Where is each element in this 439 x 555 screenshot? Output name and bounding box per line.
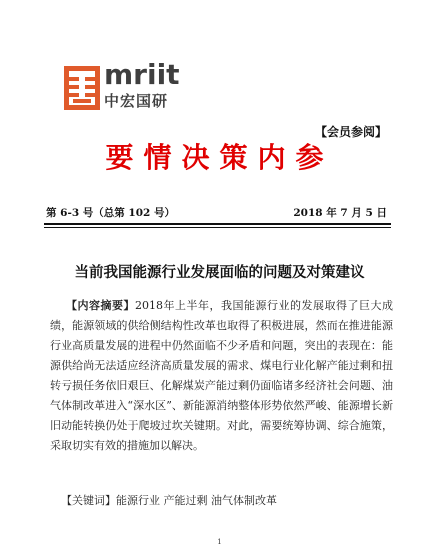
logo-brand-cn: 中宏国研 <box>104 92 169 110</box>
member-tag: 【会员参阅】 <box>314 125 387 139</box>
issue-number: 第 6-3 号（总第 102 号） <box>46 207 176 219</box>
main-title: 要情决策内参 <box>105 141 334 174</box>
logo-brand-en: mriit <box>104 58 180 91</box>
page-number: 1 <box>217 538 222 546</box>
abstract-text: 2018年上半年，我国能源行业的发展取得了巨大成绩，能源领域的供给侧结构性改革也取得了积极进展，然而在推进能源行业高质量发展的进程中仍然面临不少矛盾和问题，突出的表现在：能源供给尚无法适应经济高质量发展的需求、煤电行业化解产能过剩和扭转亏损任务依旧艰巨、化解煤炭产能过剩仍面临诸多经济社会问题、油气体制改革进入“深水区”、新能源消纳整体形势依然严峻、能源增长新旧动能转换仍处于爬坡过坎关键期。对此，需要统筹协调、综合施策，采取切实有效的措施加以解决。 <box>50 299 393 452</box>
abstract-paragraph <box>50 296 393 456</box>
keywords-text: 能源行业 产能过剩 油气体制改革 <box>116 494 277 507</box>
article-title: 当前我国能源行业发展面临的问题及对策建议 <box>74 265 365 281</box>
issue-date: 2018 年 7 月 5 日 <box>293 207 387 219</box>
divider-thick <box>44 223 391 225</box>
keywords-paragraph <box>50 491 393 511</box>
divider-thin <box>44 227 391 228</box>
abstract-label: 【内容摘要】 <box>66 299 135 312</box>
issue-row <box>46 205 387 220</box>
keywords-label: 【关键词】 <box>61 494 116 507</box>
